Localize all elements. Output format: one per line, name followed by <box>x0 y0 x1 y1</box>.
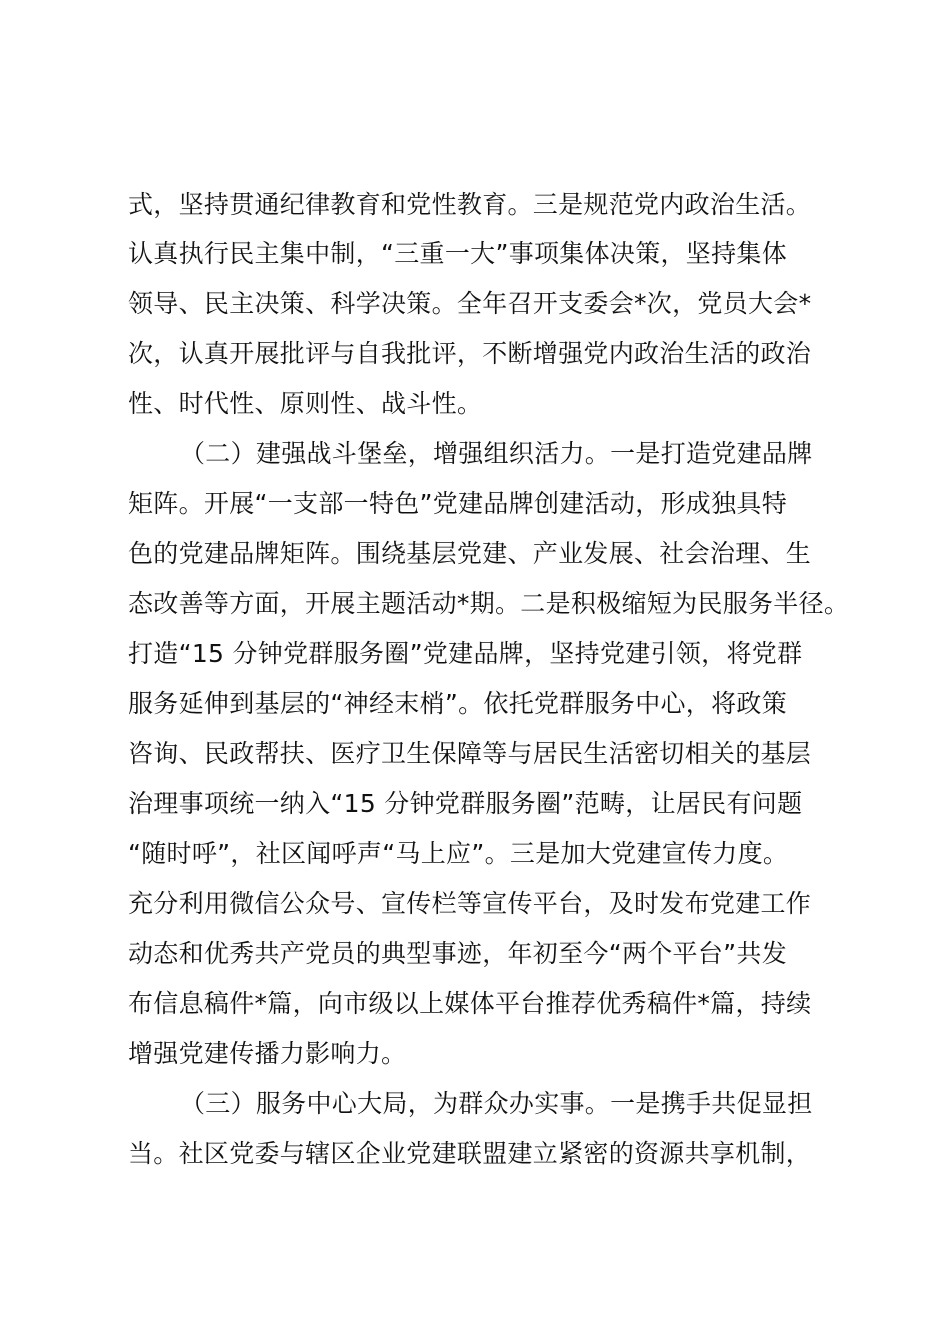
section-heading-line: （二）建强战斗堡垒，增强组织活力。一是打造党建品牌 <box>180 439 813 468</box>
text-line: 认真执行民主集中制，“三重一大”事项集体决策，坚持集体 <box>128 239 788 268</box>
text-line: 矩阵。开展“一支部一特色”党建品牌创建活动，形成独具特 <box>128 489 788 518</box>
text-line: 布信息稿件*篇，向市级以上媒体平台推荐优秀稿件*篇，持续 <box>128 989 812 1018</box>
text-line: “随时呼”，社区闻呼声“马上应”。三是加大党建宣传力度。 <box>128 839 789 868</box>
text-line: 式，坚持贯通纪律教育和党性教育。三是规范党内政治生活。 <box>128 190 812 219</box>
text-line: 性、时代性、原则性、战斗性。 <box>128 389 483 418</box>
text-line: 增强党建传播力影响力。 <box>128 1039 407 1068</box>
text-line: 打造“15 分钟党群服务圈”党建品牌，坚持党建引领，将党群 <box>128 639 803 668</box>
text-line: 态改善等方面，开展主题活动*期。二是积极缩短为民服务半径。 <box>128 589 850 618</box>
text-line: 充分利用微信公众号、宣传栏等宣传平台，及时发布党建工作 <box>128 889 812 918</box>
text-line: 色的党建品牌矩阵。围绕基层党建、产业发展、社会治理、生 <box>128 539 812 568</box>
text-line: 服务延伸到基层的“神经末梢”。依托党群服务中心，将政策 <box>128 689 788 718</box>
text-line: 次，认真开展批评与自我批评，不断增强党内政治生活的政治 <box>128 339 812 368</box>
text-line: 领导、民主决策、科学决策。全年召开支委会*次，党员大会* <box>128 289 812 318</box>
text-line: 治理事项统一纳入“15 分钟党群服务圈”范畴，让居民有问题 <box>128 789 803 818</box>
text-line: 动态和优秀共产党员的典型事迹，年初至今“两个平台”共发 <box>128 939 788 968</box>
section-heading-line: （三）服务中心大局，为群众办实事。一是携手共促显担 <box>180 1089 813 1118</box>
text-line: 咨询、民政帮扶、医疗卫生保障等与居民生活密切相关的基层 <box>128 739 812 768</box>
text-line: 当。社区党委与辖区企业党建联盟建立紧密的资源共享机制， <box>128 1139 812 1168</box>
